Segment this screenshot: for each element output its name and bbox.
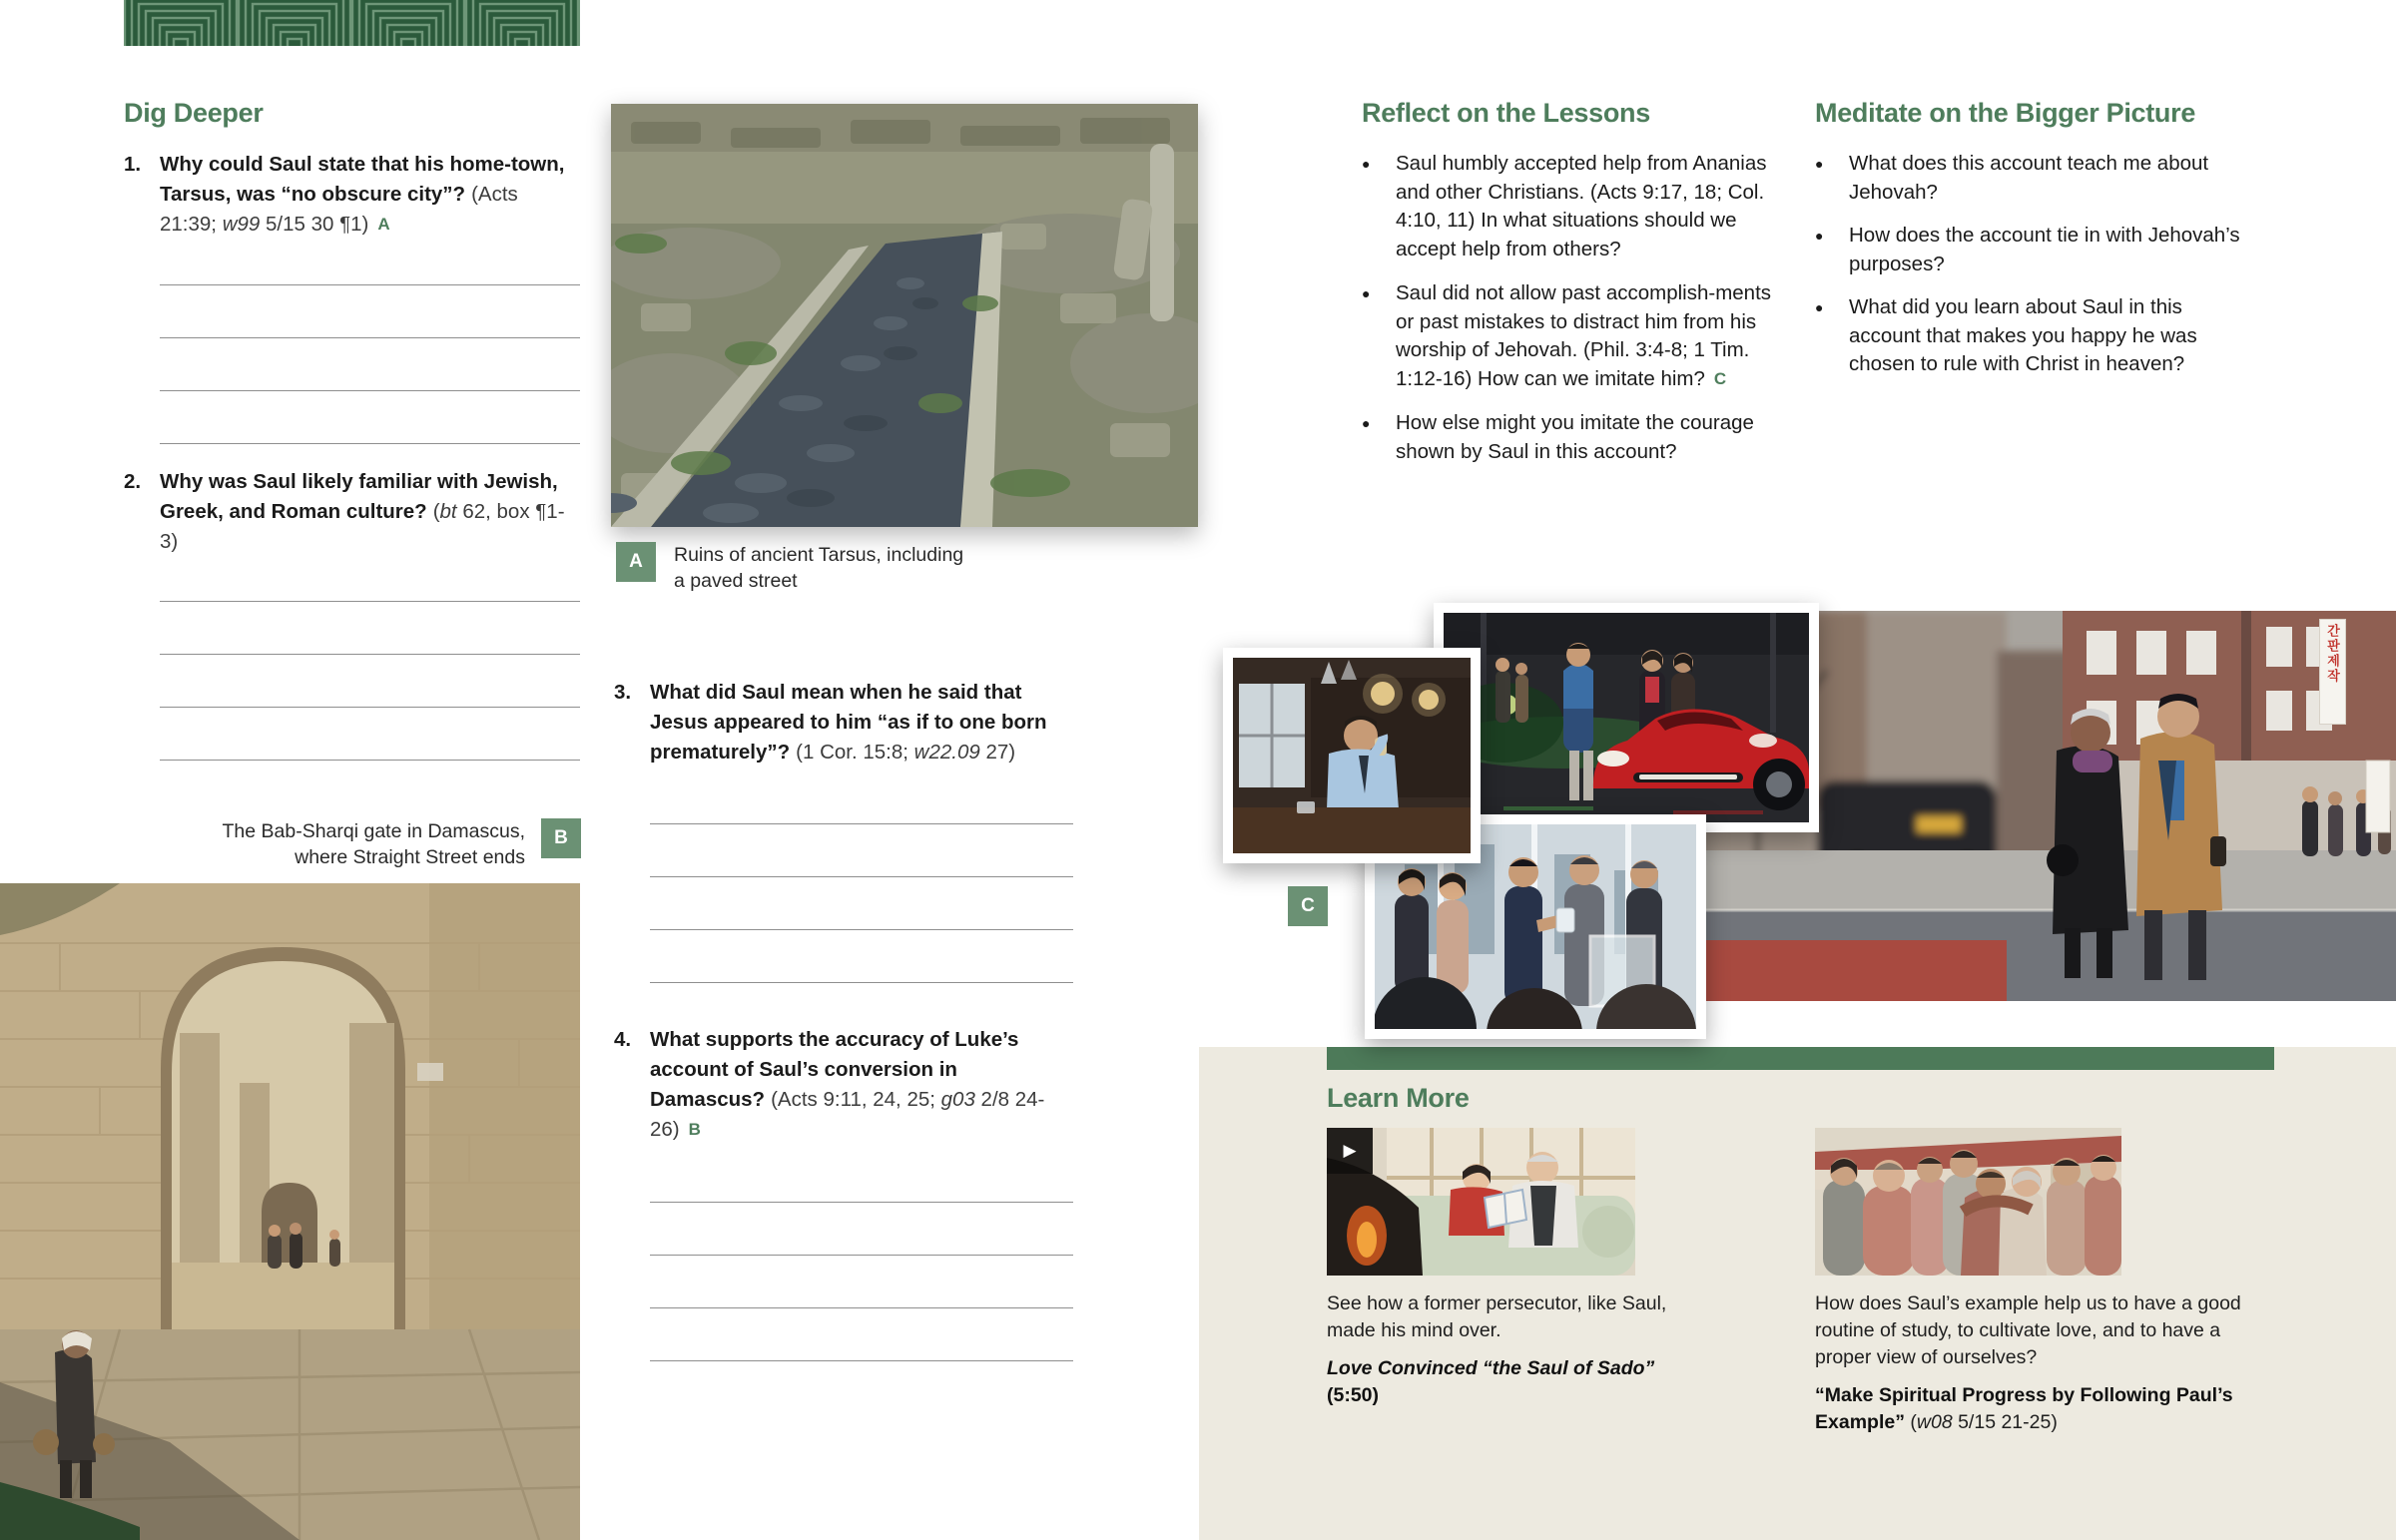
answer-line (650, 1256, 1073, 1308)
caption-b (124, 818, 581, 870)
question-1 (124, 150, 580, 444)
learn-more-accent-bar (1327, 1047, 2274, 1070)
answer-line (650, 1150, 1073, 1203)
answer-line (160, 708, 580, 761)
question-number: 4. (614, 1028, 632, 1051)
question-text: Why was Saul likely familiar with Jewish, Greek, and Roman culture? (160, 470, 558, 523)
question-text: Why could Saul state that his home-town, Tarsus, was “no obscure city”? (160, 153, 565, 206)
caption-b-text: The Bab-Sharqi gate in Damascus, where Straight Street ends (222, 820, 525, 868)
video-title[interactable]: Love Convinced “the Saul of Sado” (1327, 1357, 1655, 1379)
caption-a-badge: A (616, 542, 656, 582)
question-2 (124, 467, 580, 761)
question-text: What did Saul mean when he said that Jesus appeared to him “as if to one born prematurely”? (650, 681, 1047, 764)
video-text-block (1327, 1290, 1686, 1409)
answer-lines (650, 1150, 1073, 1361)
video-duration: (5:50) (1327, 1384, 1380, 1406)
answer-line (650, 930, 1073, 983)
caption-a (616, 542, 1095, 594)
caption-b-badge: B (541, 818, 581, 858)
bullet-icon: ● (1815, 228, 1824, 244)
meditate-bullets (1815, 150, 2244, 394)
image-marker-c: C (1713, 368, 1727, 388)
question-reference: (Acts 9:11, 24, 25; g03 2/8 24-26) (650, 1088, 1045, 1141)
learn-more-heading: Learn More (1327, 1083, 1470, 1113)
answer-line (160, 285, 580, 338)
answer-line (160, 549, 580, 602)
list-item: ● What does this account teach me about Jehovah? (1815, 150, 2244, 207)
learn-more-panel (1199, 1047, 2396, 1540)
bullet-icon: ● (1815, 299, 1824, 315)
article-painting[interactable] (1815, 1128, 2121, 1276)
meditate-heading: Meditate on the Bigger Picture (1815, 98, 2196, 128)
list-item: ● Saul humbly accepted help from Ananias and other Christians. (Acts 9:17, 18; Col. 4:10, 11) In what situations should we accept help from others? (1362, 150, 1785, 264)
answer-line (160, 655, 580, 708)
bullet-icon: ● (1362, 156, 1371, 172)
answer-line (650, 877, 1073, 930)
answer-lines (650, 771, 1073, 983)
question-reference: (bt 62, box ¶1-3) (160, 500, 565, 553)
question-reference: (Acts 21:39; w99 5/15 30 ¶1) (160, 183, 518, 236)
question-4 (614, 1025, 1073, 1361)
question-number: 2. (124, 470, 142, 493)
reflect-heading: Reflect on the Lessons (1362, 98, 1650, 128)
answer-line (160, 338, 580, 391)
answer-line (650, 771, 1073, 824)
video-description: See how a former persecutor, like Saul, made his mind over. (1327, 1292, 1667, 1341)
bullet-icon: ● (1815, 156, 1824, 172)
answer-lines (160, 549, 580, 761)
question-number: 1. (124, 153, 142, 176)
answer-lines (160, 233, 580, 444)
reflect-bullets (1362, 150, 1785, 482)
dig-deeper-heading: Dig Deeper (124, 98, 264, 128)
image-marker-b: B (688, 1120, 701, 1139)
image-marker-a: A (377, 215, 390, 234)
article-title[interactable]: “Make Spiritual Progress by Following Paul’s Example” (w08 5/15 21-25) (1815, 1384, 2233, 1433)
caption-c-badge: C (1288, 886, 1328, 926)
tarsus-ruins-photo (611, 104, 1198, 527)
list-item: ● What did you learn about Saul in this account that makes you happy he was chosen to rule with Christ in heaven? (1815, 293, 2244, 379)
list-item: ● How does the account tie in with Jehovah’s purposes? (1815, 222, 2244, 278)
korean-shop-sign: 간판제작 (2319, 619, 2346, 725)
answer-line (160, 391, 580, 444)
answer-line (650, 1308, 1073, 1361)
article-description: How does Saul’s example help us to have a good routine of study, to cultivate love, and to have a proper view of ourselves? (1815, 1292, 2241, 1368)
question-text: What supports the accuracy of Luke’s account of Saul’s conversion in Damascus? (650, 1028, 1019, 1111)
bullet-icon: ● (1362, 285, 1371, 301)
caption-a-text: Ruins of ancient Tarsus, including a paved street (674, 544, 964, 592)
question-3 (614, 678, 1073, 983)
article-text-block (1815, 1290, 2266, 1436)
question-number: 3. (614, 681, 632, 704)
answer-line (650, 824, 1073, 877)
question-reference: (1 Cor. 15:8; w22.09 27) (796, 741, 1016, 764)
video-thumbnail[interactable] (1327, 1128, 1635, 1276)
play-icon[interactable]: ▶ (1327, 1128, 1373, 1174)
answer-line (160, 602, 580, 655)
list-item: ● How else might you imitate the courage shown by Saul in this account? (1362, 409, 1785, 467)
man-at-bar-photo (1223, 648, 1481, 863)
decorative-pattern-banner (124, 0, 580, 46)
list-item: ● Saul did not allow past accomplish-ments or past mistakes to distract him from his worship of Jehovah. (Phil. 3:4-8; 1 Tim. 1:12-16) How can we imitate him? C (1362, 279, 1785, 394)
answer-line (160, 233, 580, 285)
sports-car-photo (1434, 603, 1819, 832)
bullet-icon: ● (1362, 415, 1371, 431)
answer-line (650, 1203, 1073, 1256)
damascus-gate-photo (0, 883, 580, 1540)
